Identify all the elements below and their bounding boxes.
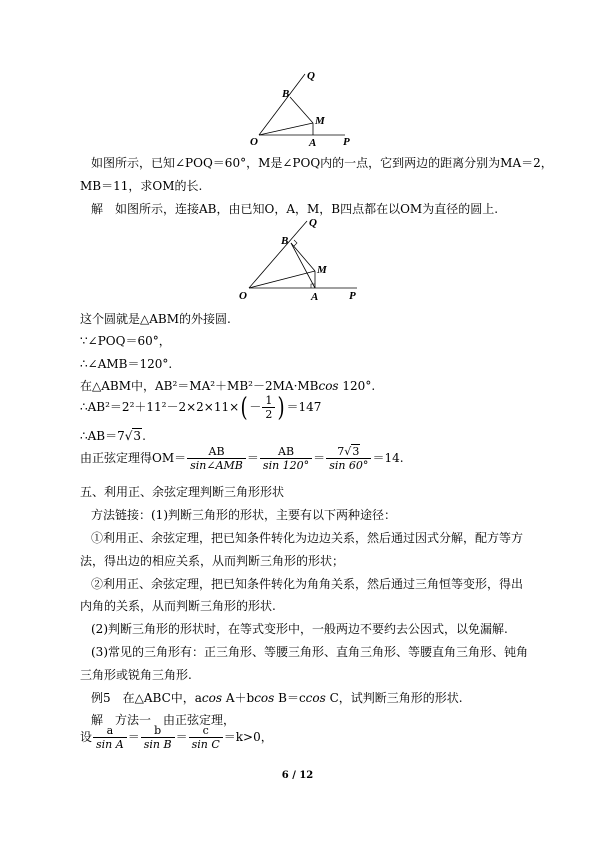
- fraction-half: $\frac{1}{2}$: [262, 394, 275, 421]
- cosine-law-line: 在△ABM中，AB²＝MA²＋MB²－2MA·MBcos 120°.: [80, 379, 376, 393]
- label-b: B: [282, 88, 290, 100]
- note-3-line-a: (3)常见的三角形有：正三角形、等腰三角形、直角三角形、等腰直角三角形、钝角: [91, 645, 529, 659]
- ray-oq: [259, 74, 305, 135]
- fraction-a: $\frac{a}{\text{sin A}}$: [93, 724, 127, 751]
- section-title: 五、利用正、余弦定理判断三角形形状: [80, 485, 285, 499]
- example-5-ratio-line: 设 $\frac{a}{\text{sin A}}$ ＝ $\frac{b}{\text{sin B}}$ ＝ $\frac{c}{\text{sin C}}$ ＝k>0，: [80, 724, 273, 751]
- om-calculation-line: 由正弦定理得OM＝ $\frac{AB}{\text{sin∠AMB}}$ ＝ $\frac{AB}{\sin 120^\circ}$ ＝ $\frac{7√3}{\sin 60^\circ}$ ＝14.: [80, 445, 404, 472]
- label-m: M: [317, 264, 327, 276]
- example-5-solution: 解 方法一 由正弦定理，: [91, 713, 236, 727]
- fraction-om-1: $\frac{AB}{\text{sin∠AMB}}$: [187, 445, 246, 472]
- fraction-b: $\frac{b}{\text{sin B}}$: [141, 724, 175, 751]
- way-2-line-a: ②利用正、余弦定理，把已知条件转化为角角关系，然后通过三角恒等变形，得出: [91, 577, 524, 591]
- geometry-figure-2: [235, 215, 365, 303]
- since-statement: ∵∠POQ＝60°，: [80, 334, 171, 348]
- label-b: B: [281, 235, 289, 247]
- segment-bm: [291, 243, 315, 271]
- segment-bm: [290, 97, 313, 123]
- angle-statement: ∴∠AMB＝120°.: [80, 357, 173, 371]
- ab-value-line: ∴AB＝7√3.: [80, 429, 146, 443]
- solution-line-1: 解 如图所示，连接AB，由已知O，A，M，B四点都在以OM为直径的圆上.: [91, 202, 499, 216]
- label-o: O: [250, 136, 258, 148]
- segment-om: [249, 271, 315, 288]
- problem-line-1: 如图所示，已知∠POQ＝60°，M是∠POQ内的一点，它到两边的距离分别为MA＝2，: [91, 156, 553, 170]
- geometry-figure-1: [245, 68, 355, 150]
- note-3-line-b: 三角形或锐角三角形.: [80, 668, 192, 682]
- label-a: A: [309, 137, 317, 149]
- way-1-line-a: ①利用正、余弦定理，把已知条件转化为边边关系，然后通过因式分解，配方等方: [91, 531, 524, 545]
- example-5-statement: 例5 在△ABC中，acos A＋bcos B＝ccos C，试判断三角形的形状.: [91, 691, 463, 705]
- way-1-line-b: 法，得出边的相应关系，从而判断三角形的形状；: [80, 554, 345, 568]
- problem-line-2: MB＝11，求OM的长.: [80, 179, 203, 193]
- ab-squared-line: ∴AB²＝2²＋11²－2×2×11×( － $\frac{1}{2}$ ) ＝147: [80, 392, 322, 423]
- segment-ab: [291, 243, 315, 288]
- label-o: O: [239, 290, 247, 302]
- label-p: P: [343, 136, 350, 148]
- method-intro: 方法链接：(1)判断三角形的形状，主要有以下两种途径：: [91, 508, 397, 522]
- fraction-om-2: $\frac{AB}{\sin 120^\circ}$: [260, 445, 312, 472]
- label-q: Q: [309, 217, 317, 229]
- label-q: Q: [307, 70, 315, 82]
- fraction-c: $\frac{c}{\text{sin C}}$: [189, 724, 223, 751]
- right-angle-mark-b: [294, 240, 297, 246]
- label-m: M: [315, 115, 325, 127]
- label-a: A: [311, 291, 319, 303]
- way-2-line-b: 内角的关系，从而判断三角形的形状.: [80, 599, 276, 613]
- label-p: P: [349, 290, 356, 302]
- ray-oq: [249, 221, 307, 288]
- page-number: 6 / 12: [281, 770, 314, 781]
- fraction-om-3: $\frac{7√3}{\sin 60^\circ}$: [326, 445, 371, 472]
- note-2: (2)判断三角形的形状时，在等式变形中，一般两边不要约去公因式，以免漏解.: [91, 622, 508, 636]
- circle-statement: 这个圆就是△ABM的外接圆.: [80, 312, 231, 326]
